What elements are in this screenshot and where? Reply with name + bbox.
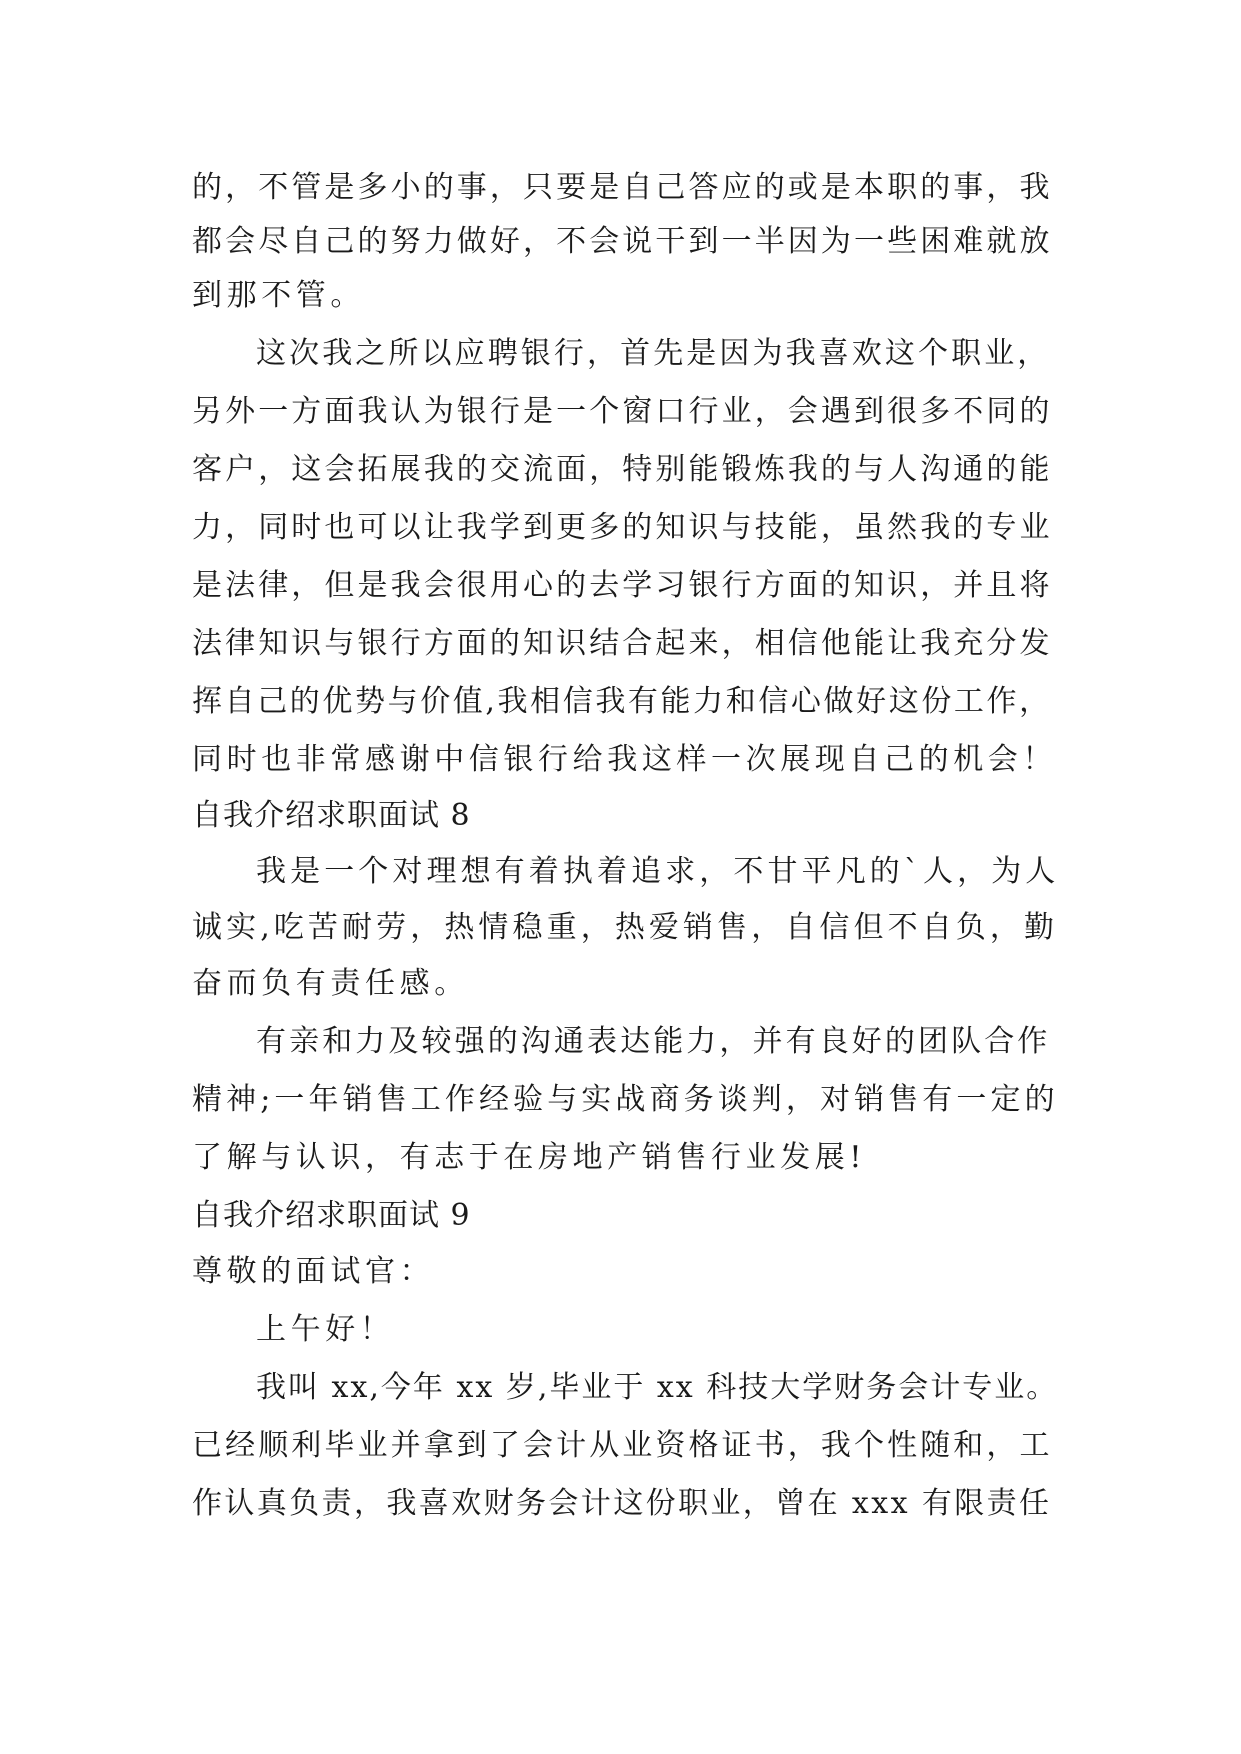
paragraph-line: 挥自己的优势与价值,我相信我有能力和信心做好这份工作，: [192, 684, 1052, 719]
paragraph-line: 这次我之所以应聘银行，首先是因为我喜欢这个职业，: [256, 336, 1051, 371]
paragraph-line: 是法律，但是我会很用心的去学习银行方面的知识，并且将: [192, 568, 1053, 603]
paragraph-line: 诚实,吃苦耐劳，热情稳重，热爱销售，自信但不自负，勤: [192, 910, 1059, 945]
paragraph-line: 同时也非常感谢中信银行给我这样一次展现自己的机会！: [192, 742, 1057, 777]
paragraph-line: 客户，这会拓展我的交流面，特别能锻炼我的与人沟通的能: [192, 452, 1053, 487]
paragraph-line: 的，不管是多小的事，只要是自己答应的或是本职的事，我: [192, 170, 1053, 205]
paragraph-line: 法律知识与银行方面的知识结合起来，相信他能让我充分发: [192, 626, 1053, 661]
paragraph-line: 了解与认识，有志于在房地产销售行业发展!: [192, 1140, 867, 1175]
paragraph-line: 都会尽自己的努力做好，不会说干到一半因为一些困难就放: [192, 224, 1053, 259]
paragraph-line: 有亲和力及较强的沟通表达能力，并有良好的团队合作: [256, 1024, 1051, 1059]
paragraph-line: 精神;一年销售工作经验与实战商务谈判，对销售有一定的: [192, 1082, 1059, 1117]
section-heading: 自我介绍求职面试 9: [192, 1198, 471, 1233]
greeting: 上午好！: [256, 1312, 395, 1347]
paragraph-line: 我是一个对理想有着执着追求，不甘平凡的`人，为人: [256, 854, 1060, 889]
paragraph-line: 作认真负责，我喜欢财务会计这份职业，曾在 xxx 有限责任: [192, 1486, 1052, 1521]
paragraph-line: 奋而负有责任感。: [192, 966, 469, 1001]
salutation: 尊敬的面试官：: [192, 1254, 435, 1289]
paragraph-line: 到那不管。: [192, 278, 365, 313]
paragraph-line: 另外一方面我认为银行是一个窗口行业，会遇到很多不同的: [192, 394, 1053, 429]
paragraph-line: 已经顺利毕业并拿到了会计从业资格证书，我个性随和，工: [192, 1428, 1053, 1463]
paragraph-line: 我叫 xx,今年 xx 岁,毕业于 xx 科技大学财务会计专业。: [256, 1370, 1059, 1405]
paragraph-line: 力，同时也可以让我学到更多的知识与技能，虽然我的专业: [192, 510, 1053, 545]
section-heading: 自我介绍求职面试 8: [192, 798, 471, 833]
